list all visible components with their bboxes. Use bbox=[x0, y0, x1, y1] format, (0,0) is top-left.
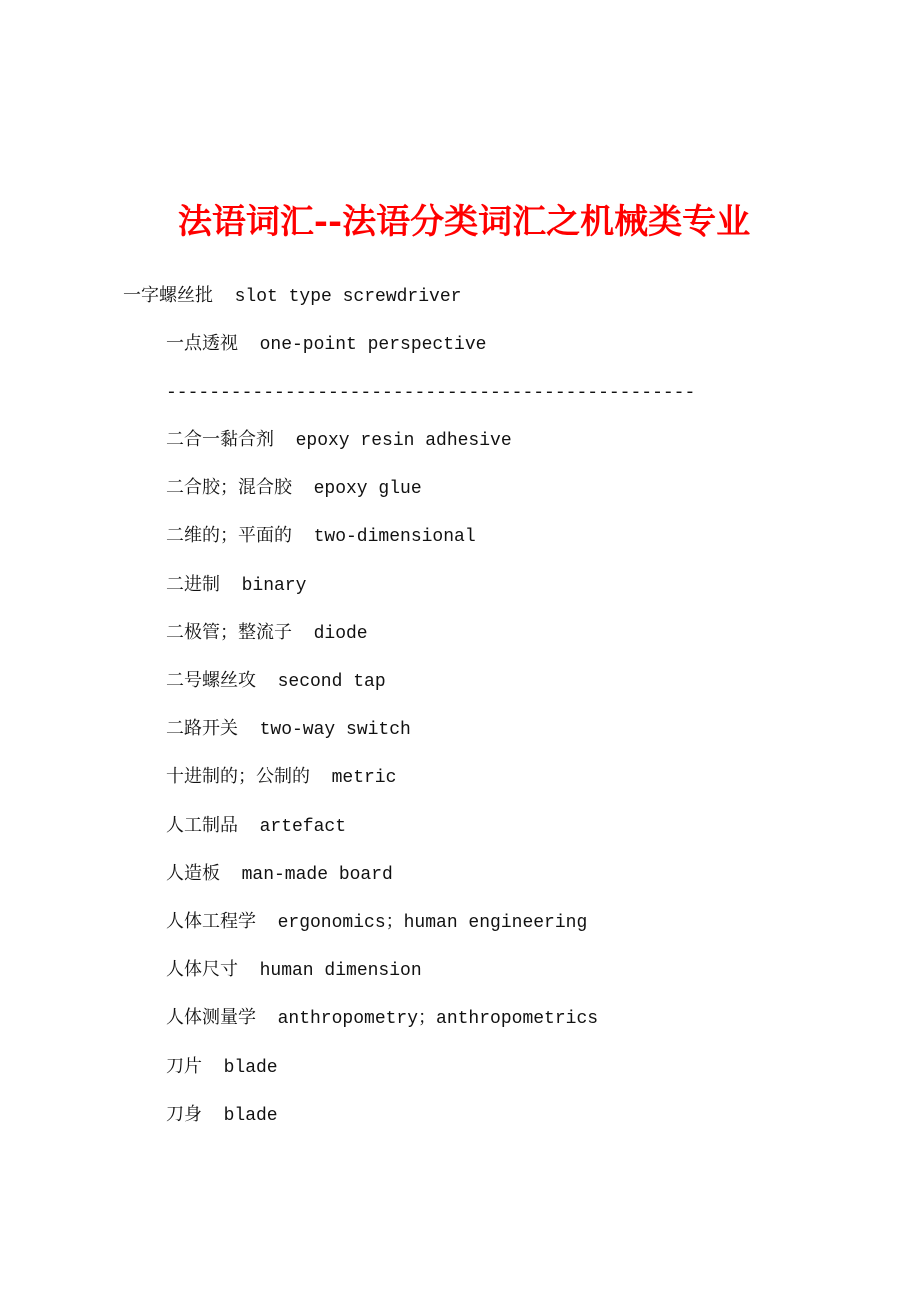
vocab-entry: 一字螺丝批 slot type screwdriver bbox=[123, 287, 462, 307]
vocab-entry: 一点透视 one-point perspective bbox=[166, 335, 487, 355]
vocab-entry: 二号螺丝攻 second tap bbox=[166, 672, 386, 692]
vocab-entry: 二路开关 two-way switch bbox=[166, 720, 411, 741]
vocab-entry: 二维的；平面的 two-dimensional bbox=[166, 527, 476, 548]
vocab-entry: 二合胶；混合胶 epoxy glue bbox=[166, 479, 422, 500]
vocab-entry: 人体测量学 anthropometry；anthropometrics bbox=[166, 1009, 599, 1030]
vocab-entry: 刀片 blade bbox=[166, 1057, 278, 1078]
vocab-entry: 人体尺寸 human dimension bbox=[166, 961, 422, 982]
vocab-entry: 人工制品 artefact bbox=[166, 816, 347, 837]
divider: ------------------------------------------------- bbox=[166, 383, 696, 403]
vocab-entry: 人体工程学 ergonomics；human engineering bbox=[166, 913, 588, 933]
page-title: 法语词汇--法语分类词汇之机械类专业 bbox=[177, 202, 751, 242]
vocab-entry: 人造板 man-made board bbox=[166, 864, 393, 885]
vocab-entry: 二合一黏合剂 epoxy resin adhesive bbox=[166, 431, 512, 451]
vocab-entry: 二进制 binary bbox=[166, 575, 307, 596]
vocab-entry: 二极管；整流子 diode bbox=[166, 623, 368, 644]
vocab-entry: 十进制的；公制的 metric bbox=[166, 768, 397, 789]
vocab-entry: 刀身 blade bbox=[166, 1105, 278, 1126]
